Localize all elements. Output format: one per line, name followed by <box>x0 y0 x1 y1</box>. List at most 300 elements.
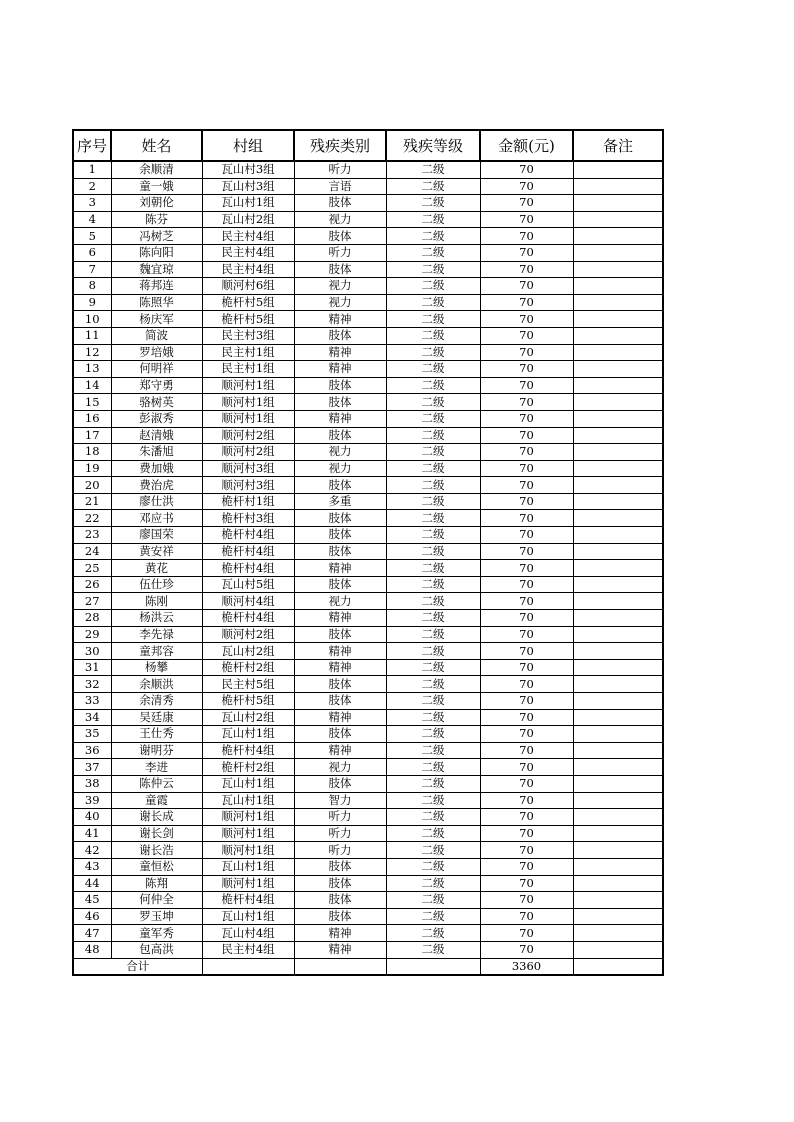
cell-remarks <box>573 377 663 394</box>
cell-remarks <box>573 892 663 909</box>
cell-village-group: 顺河村1组 <box>202 825 294 842</box>
cell-amount: 70 <box>480 626 573 643</box>
table-row <box>73 427 663 444</box>
cell-remarks <box>573 394 663 411</box>
total-amount: 3360 <box>480 958 573 975</box>
cell-name: 赵清娥 <box>111 427 202 444</box>
cell-index: 19 <box>73 460 111 477</box>
table-row <box>73 477 663 494</box>
cell-index: 27 <box>73 593 111 610</box>
table-row <box>73 211 663 228</box>
cell-disability-type: 听力 <box>294 161 386 178</box>
cell-disability-level: 二级 <box>386 477 480 494</box>
cell-disability-type: 肢体 <box>294 195 386 212</box>
cell-village-group: 顺河村4组 <box>202 593 294 610</box>
cell-index: 20 <box>73 477 111 494</box>
cell-village-group: 瓦山村3组 <box>202 178 294 195</box>
cell-disability-level: 二级 <box>386 792 480 809</box>
cell-remarks <box>573 593 663 610</box>
cell-index: 7 <box>73 261 111 278</box>
cell-name: 罗培娥 <box>111 344 202 361</box>
table-row <box>73 410 663 427</box>
cell-amount: 70 <box>480 809 573 826</box>
cell-remarks <box>573 693 663 710</box>
cell-disability-level: 二级 <box>386 659 480 676</box>
cell-disability-level: 二级 <box>386 543 480 560</box>
table-row <box>73 693 663 710</box>
cell-disability-level: 二级 <box>386 311 480 328</box>
cell-village-group: 桅杆村4组 <box>202 892 294 909</box>
cell-amount: 70 <box>480 925 573 942</box>
table-row <box>73 261 663 278</box>
table-body <box>73 161 663 958</box>
cell-index: 3 <box>73 195 111 212</box>
cell-disability-level: 二级 <box>386 327 480 344</box>
cell-disability-type: 视力 <box>294 211 386 228</box>
cell-name: 何仲全 <box>111 892 202 909</box>
total-empty-cell <box>294 958 386 975</box>
cell-index: 38 <box>73 775 111 792</box>
cell-amount: 70 <box>480 344 573 361</box>
cell-remarks <box>573 510 663 527</box>
cell-disability-type: 精神 <box>294 344 386 361</box>
cell-disability-level: 二级 <box>386 211 480 228</box>
table-row <box>73 377 663 394</box>
cell-index: 39 <box>73 792 111 809</box>
cell-index: 15 <box>73 394 111 411</box>
cell-amount: 70 <box>480 460 573 477</box>
cell-name: 陈仲云 <box>111 775 202 792</box>
cell-index: 36 <box>73 742 111 759</box>
cell-disability-type: 肢体 <box>294 327 386 344</box>
cell-name: 吴廷康 <box>111 709 202 726</box>
cell-amount: 70 <box>480 726 573 743</box>
cell-amount: 70 <box>480 361 573 378</box>
cell-index: 12 <box>73 344 111 361</box>
cell-name: 童恒松 <box>111 858 202 875</box>
cell-remarks <box>573 643 663 660</box>
cell-name: 谢长成 <box>111 809 202 826</box>
cell-disability-level: 二级 <box>386 593 480 610</box>
header-disability-level: 残疾等级 <box>386 130 480 161</box>
cell-village-group: 桅杆村4组 <box>202 560 294 577</box>
cell-disability-type: 智力 <box>294 792 386 809</box>
table-row <box>73 178 663 195</box>
table-row <box>73 875 663 892</box>
cell-amount: 70 <box>480 759 573 776</box>
cell-disability-level: 二级 <box>386 527 480 544</box>
table-row <box>73 792 663 809</box>
cell-index: 40 <box>73 809 111 826</box>
cell-disability-type: 精神 <box>294 410 386 427</box>
cell-index: 14 <box>73 377 111 394</box>
cell-village-group: 民主村4组 <box>202 244 294 261</box>
cell-village-group: 民主村4组 <box>202 941 294 958</box>
cell-amount: 70 <box>480 742 573 759</box>
cell-remarks <box>573 543 663 560</box>
cell-remarks <box>573 294 663 311</box>
cell-amount: 70 <box>480 676 573 693</box>
cell-index: 5 <box>73 228 111 245</box>
cell-amount: 70 <box>480 693 573 710</box>
cell-name: 王仕秀 <box>111 726 202 743</box>
cell-village-group: 顺河村1组 <box>202 410 294 427</box>
cell-disability-type: 肢体 <box>294 626 386 643</box>
cell-disability-type: 肢体 <box>294 693 386 710</box>
header-amount: 金额(元) <box>480 130 573 161</box>
cell-index: 32 <box>73 676 111 693</box>
cell-index: 29 <box>73 626 111 643</box>
cell-disability-level: 二级 <box>386 643 480 660</box>
cell-remarks <box>573 576 663 593</box>
cell-disability-type: 肢体 <box>294 228 386 245</box>
cell-amount: 70 <box>480 327 573 344</box>
cell-name: 黄花 <box>111 560 202 577</box>
table-header-row <box>73 130 663 161</box>
cell-amount: 70 <box>480 161 573 178</box>
cell-disability-level: 二级 <box>386 576 480 593</box>
cell-village-group: 瓦山村2组 <box>202 709 294 726</box>
cell-amount: 70 <box>480 643 573 660</box>
table-row <box>73 941 663 958</box>
cell-disability-level: 二级 <box>386 294 480 311</box>
cell-name: 何明祥 <box>111 361 202 378</box>
cell-remarks <box>573 925 663 942</box>
total-row <box>73 958 663 975</box>
cell-village-group: 瓦山村1组 <box>202 195 294 212</box>
cell-index: 22 <box>73 510 111 527</box>
cell-amount: 70 <box>480 543 573 560</box>
table-row <box>73 842 663 859</box>
header-index: 序号 <box>73 130 111 161</box>
cell-disability-level: 二级 <box>386 676 480 693</box>
cell-remarks <box>573 709 663 726</box>
cell-name: 黄安祥 <box>111 543 202 560</box>
cell-disability-type: 视力 <box>294 294 386 311</box>
total-empty-cell <box>202 958 294 975</box>
cell-index: 37 <box>73 759 111 776</box>
cell-amount: 70 <box>480 195 573 212</box>
cell-village-group: 顺河村1组 <box>202 809 294 826</box>
cell-village-group: 顺河村2组 <box>202 444 294 461</box>
table-row <box>73 161 663 178</box>
cell-remarks <box>573 610 663 627</box>
cell-amount: 70 <box>480 825 573 842</box>
cell-name: 童军秀 <box>111 925 202 942</box>
cell-village-group: 顺河村1组 <box>202 842 294 859</box>
table-row <box>73 825 663 842</box>
cell-index: 17 <box>73 427 111 444</box>
cell-amount: 70 <box>480 775 573 792</box>
cell-village-group: 桅杆村4组 <box>202 610 294 627</box>
header-village-group: 村组 <box>202 130 294 161</box>
cell-disability-type: 肢体 <box>294 543 386 560</box>
cell-amount: 70 <box>480 244 573 261</box>
table-row <box>73 643 663 660</box>
cell-index: 46 <box>73 908 111 925</box>
table-row <box>73 344 663 361</box>
cell-amount: 70 <box>480 875 573 892</box>
total-empty-cell <box>386 958 480 975</box>
cell-village-group: 瓦山村2组 <box>202 643 294 660</box>
cell-remarks <box>573 941 663 958</box>
cell-disability-type: 肢体 <box>294 858 386 875</box>
cell-index: 8 <box>73 278 111 295</box>
cell-disability-type: 肢体 <box>294 510 386 527</box>
cell-village-group: 顺河村1组 <box>202 875 294 892</box>
cell-amount: 70 <box>480 576 573 593</box>
cell-disability-level: 二级 <box>386 244 480 261</box>
cell-amount: 70 <box>480 410 573 427</box>
cell-remarks <box>573 195 663 212</box>
cell-village-group: 顺河村6组 <box>202 278 294 295</box>
cell-remarks <box>573 278 663 295</box>
cell-disability-type: 肢体 <box>294 892 386 909</box>
cell-index: 47 <box>73 925 111 942</box>
table-row <box>73 460 663 477</box>
table-row <box>73 593 663 610</box>
cell-index: 13 <box>73 361 111 378</box>
cell-index: 41 <box>73 825 111 842</box>
cell-disability-level: 二级 <box>386 228 480 245</box>
cell-remarks <box>573 410 663 427</box>
table-row <box>73 278 663 295</box>
cell-village-group: 顺河村3组 <box>202 460 294 477</box>
cell-remarks <box>573 211 663 228</box>
cell-name: 廖仕洪 <box>111 493 202 510</box>
cell-disability-type: 精神 <box>294 742 386 759</box>
cell-index: 9 <box>73 294 111 311</box>
cell-disability-type: 肢体 <box>294 377 386 394</box>
cell-index: 10 <box>73 311 111 328</box>
cell-disability-level: 二级 <box>386 892 480 909</box>
cell-disability-type: 精神 <box>294 941 386 958</box>
cell-village-group: 民主村1组 <box>202 361 294 378</box>
cell-disability-type: 肢体 <box>294 726 386 743</box>
cell-remarks <box>573 361 663 378</box>
table-row <box>73 742 663 759</box>
cell-disability-level: 二级 <box>386 610 480 627</box>
table-row <box>73 311 663 328</box>
table-row <box>73 759 663 776</box>
cell-amount: 70 <box>480 610 573 627</box>
cell-disability-type: 肢体 <box>294 477 386 494</box>
cell-index: 24 <box>73 543 111 560</box>
cell-name: 杨攀 <box>111 659 202 676</box>
cell-amount: 70 <box>480 842 573 859</box>
cell-remarks <box>573 444 663 461</box>
cell-amount: 70 <box>480 709 573 726</box>
cell-name: 冯树芝 <box>111 228 202 245</box>
cell-village-group: 桅杆村4组 <box>202 543 294 560</box>
cell-remarks <box>573 244 663 261</box>
cell-disability-type: 听力 <box>294 244 386 261</box>
cell-index: 42 <box>73 842 111 859</box>
cell-village-group: 桅杆村2组 <box>202 659 294 676</box>
cell-village-group: 瓦山村4组 <box>202 925 294 942</box>
disability-subsidy-table <box>72 129 664 976</box>
cell-disability-type: 视力 <box>294 460 386 477</box>
cell-index: 28 <box>73 610 111 627</box>
cell-remarks <box>573 726 663 743</box>
cell-disability-level: 二级 <box>386 626 480 643</box>
cell-amount: 70 <box>480 178 573 195</box>
cell-remarks <box>573 344 663 361</box>
cell-name: 童一娥 <box>111 178 202 195</box>
table-row <box>73 676 663 693</box>
cell-disability-level: 二级 <box>386 493 480 510</box>
cell-village-group: 桅杆村3组 <box>202 510 294 527</box>
table-row <box>73 610 663 627</box>
cell-name: 骆树英 <box>111 394 202 411</box>
cell-village-group: 桅杆村5组 <box>202 294 294 311</box>
header-remarks: 备注 <box>573 130 663 161</box>
cell-remarks <box>573 842 663 859</box>
cell-index: 45 <box>73 892 111 909</box>
cell-disability-level: 二级 <box>386 278 480 295</box>
cell-amount: 70 <box>480 427 573 444</box>
cell-amount: 70 <box>480 211 573 228</box>
cell-village-group: 桅杆村1组 <box>202 493 294 510</box>
cell-name: 杨庆军 <box>111 311 202 328</box>
cell-name: 陈向阳 <box>111 244 202 261</box>
cell-village-group: 民主村4组 <box>202 261 294 278</box>
table-row <box>73 361 663 378</box>
cell-index: 34 <box>73 709 111 726</box>
cell-village-group: 瓦山村1组 <box>202 792 294 809</box>
cell-disability-level: 二级 <box>386 394 480 411</box>
table-row <box>73 858 663 875</box>
cell-disability-level: 二级 <box>386 410 480 427</box>
cell-name: 邓应书 <box>111 510 202 527</box>
cell-disability-level: 二级 <box>386 726 480 743</box>
cell-name: 刘朝伦 <box>111 195 202 212</box>
cell-disability-type: 精神 <box>294 361 386 378</box>
cell-remarks <box>573 775 663 792</box>
cell-village-group: 瓦山村3组 <box>202 161 294 178</box>
cell-disability-level: 二级 <box>386 925 480 942</box>
table-row <box>73 195 663 212</box>
cell-remarks <box>573 676 663 693</box>
table-row <box>73 659 663 676</box>
cell-disability-type: 精神 <box>294 610 386 627</box>
cell-index: 1 <box>73 161 111 178</box>
cell-disability-level: 二级 <box>386 809 480 826</box>
cell-village-group: 顺河村2组 <box>202 626 294 643</box>
cell-disability-type: 肢体 <box>294 427 386 444</box>
cell-name: 郑守勇 <box>111 377 202 394</box>
cell-disability-type: 精神 <box>294 311 386 328</box>
cell-amount: 70 <box>480 908 573 925</box>
cell-disability-type: 多重 <box>294 493 386 510</box>
cell-disability-level: 二级 <box>386 427 480 444</box>
cell-index: 18 <box>73 444 111 461</box>
cell-name: 陈照华 <box>111 294 202 311</box>
cell-name: 李先禄 <box>111 626 202 643</box>
cell-disability-type: 肢体 <box>294 875 386 892</box>
table-row <box>73 244 663 261</box>
cell-village-group: 瓦山村1组 <box>202 908 294 925</box>
cell-amount: 70 <box>480 477 573 494</box>
cell-index: 21 <box>73 493 111 510</box>
table-row <box>73 726 663 743</box>
cell-disability-level: 二级 <box>386 775 480 792</box>
cell-disability-level: 二级 <box>386 195 480 212</box>
table-row <box>73 775 663 792</box>
cell-index: 11 <box>73 327 111 344</box>
table-row <box>73 576 663 593</box>
cell-amount: 70 <box>480 593 573 610</box>
cell-index: 48 <box>73 941 111 958</box>
cell-disability-level: 二级 <box>386 908 480 925</box>
cell-amount: 70 <box>480 941 573 958</box>
cell-index: 30 <box>73 643 111 660</box>
cell-amount: 70 <box>480 311 573 328</box>
cell-index: 31 <box>73 659 111 676</box>
cell-disability-type: 精神 <box>294 643 386 660</box>
cell-name: 魏宜琼 <box>111 261 202 278</box>
cell-disability-level: 二级 <box>386 560 480 577</box>
cell-index: 33 <box>73 693 111 710</box>
table-row <box>73 444 663 461</box>
cell-remarks <box>573 875 663 892</box>
cell-index: 4 <box>73 211 111 228</box>
cell-name: 蒋邦连 <box>111 278 202 295</box>
table-row <box>73 228 663 245</box>
cell-village-group: 民主村3组 <box>202 327 294 344</box>
cell-name: 彭淑秀 <box>111 410 202 427</box>
table-row <box>73 892 663 909</box>
cell-amount: 70 <box>480 892 573 909</box>
table-row <box>73 709 663 726</box>
cell-disability-type: 肢体 <box>294 576 386 593</box>
cell-village-group: 桅杆村5组 <box>202 311 294 328</box>
table-row <box>73 560 663 577</box>
cell-remarks <box>573 228 663 245</box>
cell-name: 罗玉坤 <box>111 908 202 925</box>
cell-disability-level: 二级 <box>386 178 480 195</box>
cell-disability-type: 肢体 <box>294 908 386 925</box>
cell-village-group: 瓦山村5组 <box>202 576 294 593</box>
cell-index: 16 <box>73 410 111 427</box>
cell-name: 简波 <box>111 327 202 344</box>
cell-remarks <box>573 527 663 544</box>
cell-disability-type: 精神 <box>294 560 386 577</box>
cell-disability-level: 二级 <box>386 825 480 842</box>
cell-disability-type: 听力 <box>294 809 386 826</box>
cell-amount: 70 <box>480 510 573 527</box>
cell-disability-level: 二级 <box>386 693 480 710</box>
cell-amount: 70 <box>480 792 573 809</box>
cell-remarks <box>573 161 663 178</box>
cell-remarks <box>573 311 663 328</box>
cell-remarks <box>573 759 663 776</box>
cell-remarks <box>573 742 663 759</box>
cell-disability-type: 听力 <box>294 825 386 842</box>
cell-index: 25 <box>73 560 111 577</box>
cell-index: 2 <box>73 178 111 195</box>
cell-disability-type: 听力 <box>294 842 386 859</box>
cell-disability-type: 肢体 <box>294 394 386 411</box>
cell-name: 朱潘旭 <box>111 444 202 461</box>
cell-amount: 70 <box>480 394 573 411</box>
cell-disability-level: 二级 <box>386 161 480 178</box>
cell-amount: 70 <box>480 527 573 544</box>
cell-index: 6 <box>73 244 111 261</box>
cell-disability-type: 精神 <box>294 659 386 676</box>
cell-remarks <box>573 858 663 875</box>
cell-village-group: 顺河村2组 <box>202 427 294 444</box>
